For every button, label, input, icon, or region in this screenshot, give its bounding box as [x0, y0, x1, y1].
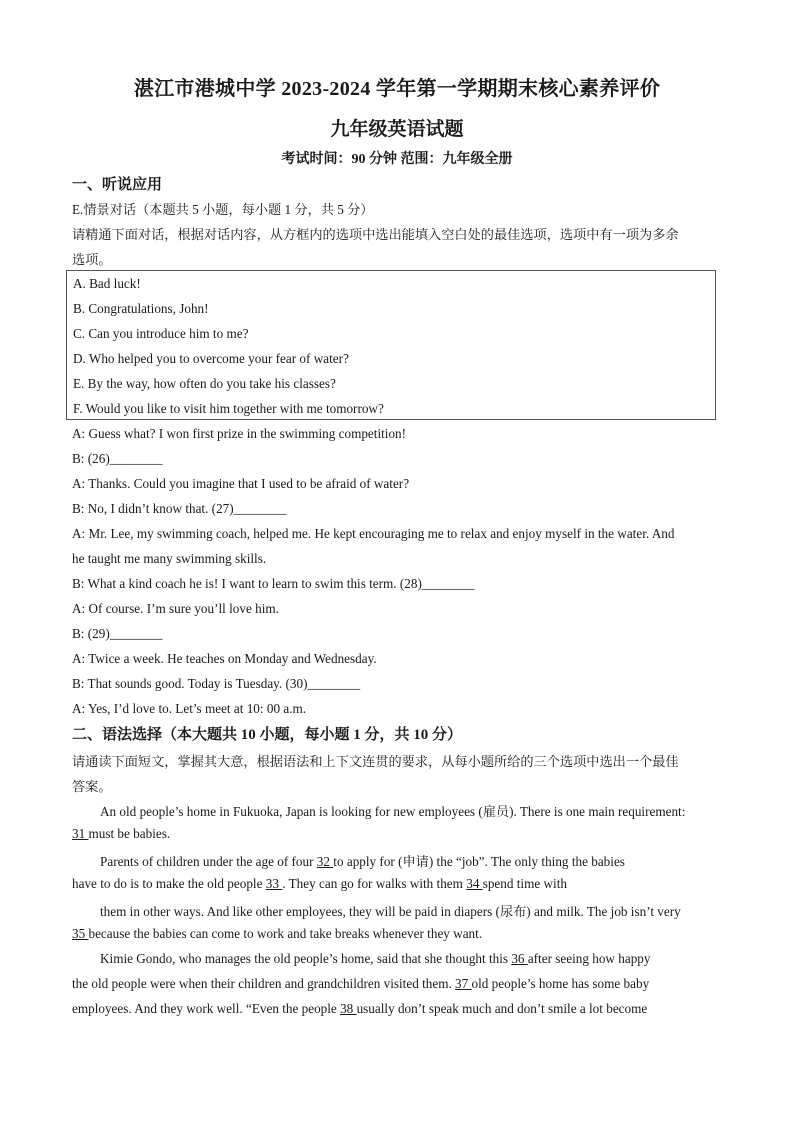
section1-part: E.情景对话（本题共 5 小题，每小题 1 分，共 5 分）: [72, 202, 374, 217]
option-e: E. By the way, how often do you take his classes?: [73, 376, 336, 391]
dialogue-line: B: No, I didn’t know that. (27)________: [72, 501, 287, 516]
passage-line: [72, 1001, 647, 1017]
dialogue-line: B: What a kind coach he is! I want to learn to swim this term. (28)________: [72, 576, 475, 591]
blank-number: 37: [455, 976, 472, 991]
passage-line: [72, 876, 567, 892]
dialogue-line: A: Mr. Lee, my swimming coach, helped me. He kept encouraging me to relax and enjoy myself in the water. And: [72, 526, 675, 541]
option-a: A. Bad luck!: [73, 276, 141, 291]
passage-line: [72, 976, 649, 992]
passage-text: . They can go for walks with them: [282, 876, 467, 891]
passage-line: [100, 801, 685, 820]
blank-number: 34: [466, 876, 483, 891]
dialogue-line: A: Thanks. Could you imagine that I used to be afraid of water?: [72, 476, 410, 491]
exam-meta: 考试时间：90 分钟 范围：九年级全册: [281, 152, 513, 167]
passage-text: usually don’t speak much and don’t smile a lot become: [356, 1001, 648, 1016]
section1-instruction-1: 请精通下面对话，根据对话内容，从方框内的选项中选出能填入空白处的最佳选项，选项中有一项为多余: [72, 227, 679, 242]
passage-text: because the babies can come to work and take breaks whenever they want.: [88, 926, 483, 941]
blank-number: 32: [316, 854, 334, 869]
section2-instruction-1: 请通读下面短文，掌握其大意，根据语法和上下文连贯的要求，从每小题所给的三个选项中选出一个最佳: [72, 754, 679, 769]
exam-title: 湛江市港城中学 2023-2024 学年第一学期期末核心素养评价: [133, 78, 661, 100]
blank-number: 33: [265, 876, 283, 891]
dialogue-line: B: (26)________: [72, 451, 163, 466]
option-b: B. Congratulations, John!: [73, 301, 209, 316]
blank-number: 35: [72, 926, 89, 941]
options-box: [66, 270, 716, 420]
passage-text: them in other ways. And like other employees, they will be paid in diapers (尿布) and milk. The job isn’t very: [100, 904, 681, 919]
passage-line: [100, 951, 651, 967]
passage-text: must be babies.: [88, 826, 171, 841]
blank-number: 36: [511, 951, 528, 966]
section2-heading: 二、语法选择（本大题共 10 小题，每小题 1 分，共 10 分）: [72, 727, 463, 743]
dialogue-line: A: Guess what? I won first prize in the swimming competition!: [72, 426, 407, 441]
passage-text: the old people were when their children and grandchildren visited them.: [72, 976, 456, 991]
passage-text: Kimie Gondo, who manages the old people’s home, said that she thought this: [100, 951, 512, 966]
passage-text: Parents of children under the age of four: [100, 854, 317, 869]
passage-text: to apply for (申请) the “job”. The only thing the babies: [333, 854, 625, 869]
passage-text: employees. And they work well. “Even the people: [72, 1001, 341, 1016]
option-d: D. Who helped you to overcome your fear of water?: [73, 351, 349, 366]
passage-text: spend time with: [482, 876, 567, 891]
passage-line: [100, 851, 625, 870]
dialogue-line: B: (29)________: [72, 626, 163, 641]
passage-text: have to do is to make the old people: [72, 876, 266, 891]
option-f: F. Would you like to visit him together with me tomorrow?: [73, 401, 384, 416]
passage-line: [100, 901, 681, 920]
passage-text: after seeing how happy: [527, 951, 651, 966]
passage-line: [72, 826, 170, 842]
dialogue-line: A: Yes, I’d love to. Let’s meet at 10: 00 a.m.: [72, 701, 307, 716]
option-c: C. Can you introduce him to me?: [73, 326, 249, 341]
dialogue-line: A: Of course. I’m sure you’ll love him.: [72, 601, 279, 616]
section2-instruction-2: 答案。: [72, 779, 112, 794]
dialogue-line: he taught me many swimming skills.: [72, 551, 267, 566]
section1-instruction-2: 选项。: [72, 252, 112, 267]
passage-text: old people’s home has some baby: [471, 976, 650, 991]
blank-number: 38: [340, 1001, 357, 1016]
section1-heading: 一、听说应用: [72, 177, 163, 193]
exam-subtitle: 九年级英语试题: [330, 119, 464, 140]
dialogue-line: B: That sounds good. Today is Tuesday. (30)________: [72, 676, 361, 691]
passage-text: An old people’s home in Fukuoka, Japan is looking for new employees (雇员). There is one main requirement:: [100, 804, 686, 819]
blank-number: 31: [72, 826, 89, 841]
passage-line: [72, 926, 482, 942]
dialogue-line: A: Twice a week. He teaches on Monday and Wednesday.: [72, 651, 377, 666]
